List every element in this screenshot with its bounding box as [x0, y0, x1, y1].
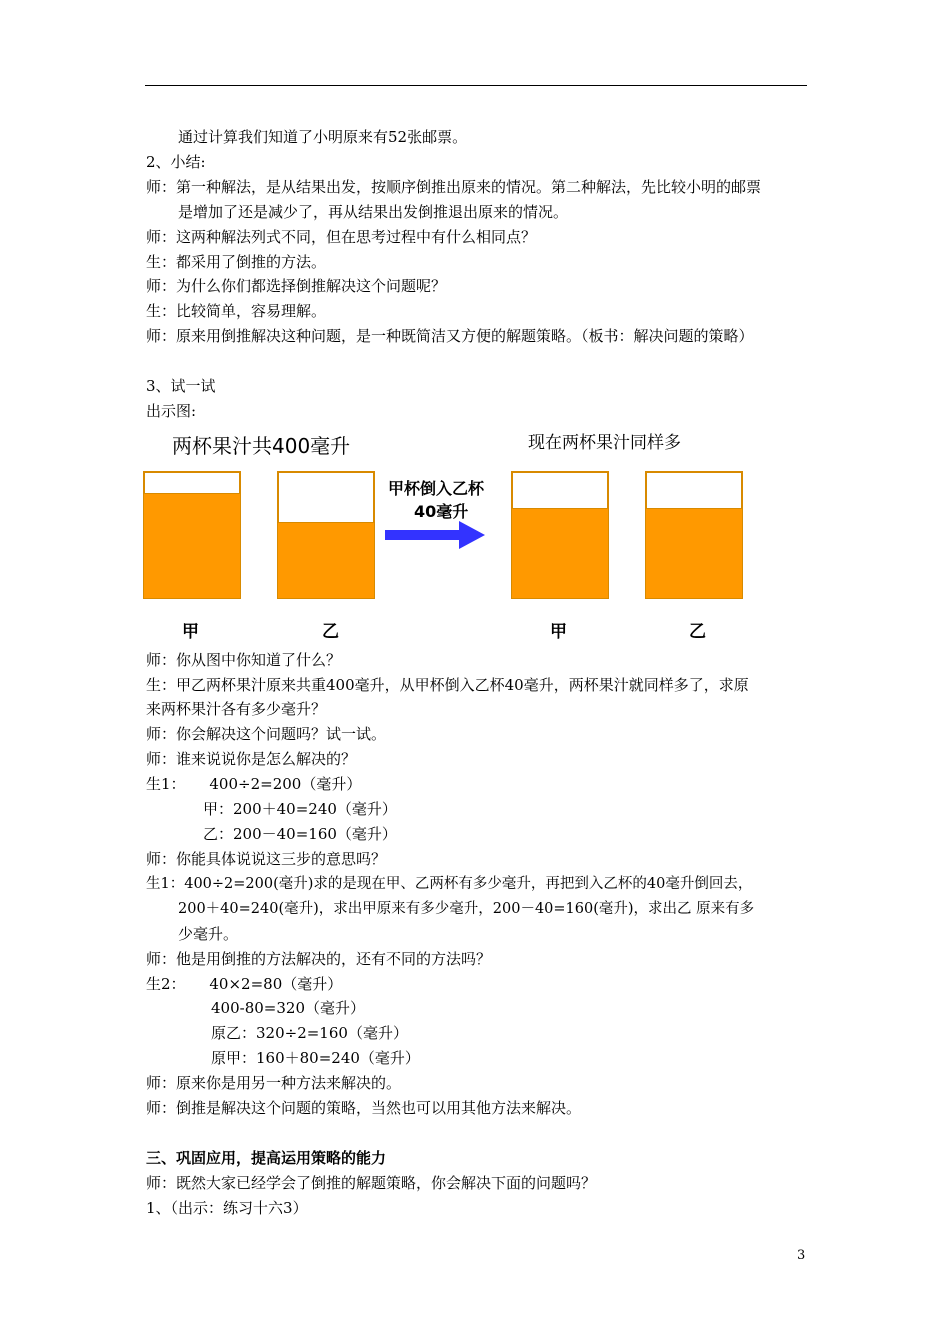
text-line: 生：比较简单，容易理解。 — [146, 302, 327, 320]
text-line: 师：你会解决这个问题吗？试一试。 — [146, 725, 387, 743]
arrow-label-line2: 40毫升 — [414, 502, 469, 521]
figure-title-right: 现在两杯果汁同样多 — [528, 433, 681, 453]
text-line: 少毫升。 — [178, 925, 239, 943]
figure-title-left: 两杯果汁共400毫升 — [172, 434, 351, 458]
cup-label: 甲 — [550, 622, 567, 642]
text-line: 师：第一种解法，是从结果出发，按顺序倒推出原来的情况。第二种解法，先比较小明的邮票 — [146, 178, 762, 196]
text-line: 400-80=320（毫升） — [211, 999, 365, 1017]
cup-label: 乙 — [689, 622, 706, 642]
text-line: 师：你从图中你知道了什么？ — [146, 651, 342, 669]
text-line: 原甲：160＋80=240（毫升） — [211, 1049, 420, 1067]
cup-yi-after — [645, 471, 743, 599]
text-line: 师：既然大家已经学会了倒推的解题策略，你会解决下面的问题吗？ — [146, 1174, 597, 1192]
arrow-label-line1: 甲杯倒入乙杯 — [388, 479, 485, 498]
text-line: 来两杯果汁各有多少毫升？ — [146, 700, 327, 718]
cup-label: 甲 — [182, 622, 199, 642]
text-line: 甲：200＋40=240（毫升） — [203, 800, 397, 818]
text-line: 出示图: — [146, 402, 197, 420]
cup-yi-before — [277, 471, 375, 599]
text-line: 生：都采用了倒推的方法。 — [146, 253, 327, 271]
text-line: 生1： 400÷2=200（毫升） — [146, 775, 362, 793]
text-line: 生1：400÷2=200(毫升)求的是现在甲、乙两杯有多少毫升，再把到入乙杯的40毫升倒回去， — [146, 876, 753, 892]
text-line: 师：他是用倒推的方法解决的，还有不同的方法吗？ — [146, 950, 492, 968]
text-line: 生：甲乙两杯果汁原来共重400毫升，从甲杯倒入乙杯40毫升，两杯果汁就同样多了，求原 — [146, 676, 749, 694]
text-line: 师：原来用倒推解决这种问题，是一种既简洁又方便的解题策略。（板书：解决问题的策略） — [146, 327, 754, 345]
text-line: 师：为什么你们都选择倒推解决这个问题呢？ — [146, 277, 447, 295]
text-line: 师：你能具体说说这三步的意思吗？ — [146, 850, 387, 868]
text-line: 乙：200－40=160（毫升） — [203, 825, 397, 843]
section-heading: 3、试一试 — [146, 377, 216, 395]
cup-jia-after — [511, 471, 609, 599]
cup-jia-before — [143, 471, 241, 599]
text-line: 是增加了还是减少了，再从结果出发倒推退出原来的情况。 — [178, 203, 569, 221]
text-line: 生2： 40×2=80（毫升） — [146, 975, 343, 993]
text-line: 通过计算我们知道了小明原来有52张邮票。 — [178, 128, 468, 146]
section-heading: 三、巩固应用，提高运用策略的能力 — [146, 1149, 387, 1167]
text-line: 1、（出示：练习十六3） — [146, 1199, 308, 1217]
right-arrow-icon — [385, 520, 489, 550]
juice-cups-figure — [140, 420, 760, 650]
page-number: 3 — [797, 1248, 806, 1263]
text-line: 师：原来你是用另一种方法来解决的。 — [146, 1074, 402, 1092]
text-line: 师：倒推是解决这个问题的策略，当然也可以用其他方法来解决。 — [146, 1099, 582, 1117]
text-line: 原乙：320÷2=160（毫升） — [211, 1024, 408, 1042]
text-line: 2、小结: — [146, 153, 206, 171]
text-line: 师：谁来说说你是怎么解决的？ — [146, 750, 357, 768]
header-rule — [145, 85, 807, 86]
text-line: 200＋40=240(毫升)，求出甲原来有多少毫升，200－40=160(毫升)，求出乙 原来有多 — [178, 901, 755, 917]
cup-label: 乙 — [322, 622, 339, 642]
text-line: 师：这两种解法列式不同，但在思考过程中有什么相同点？ — [146, 228, 537, 246]
